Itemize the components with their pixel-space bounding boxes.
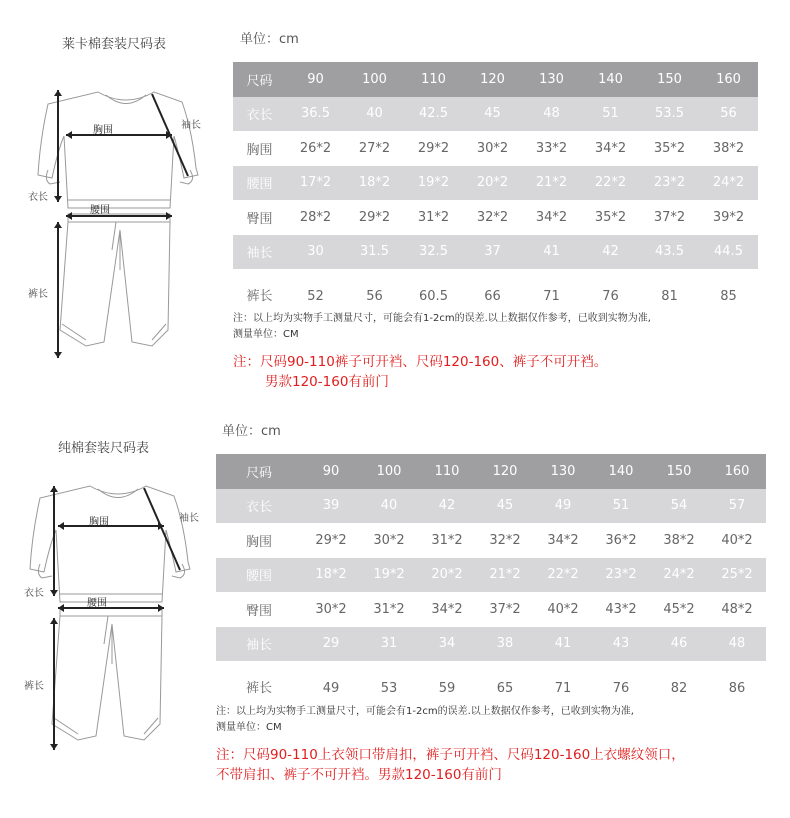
- table-cell: 21*2: [522, 166, 581, 201]
- table-cell: 51: [592, 489, 650, 524]
- row-label: 衣长: [233, 97, 286, 132]
- table-row: [216, 558, 766, 593]
- table-cell: 28*2: [286, 200, 345, 235]
- table-cell: 45: [476, 489, 534, 524]
- garment-illustration: [20, 80, 235, 370]
- table-cell: 46: [650, 627, 708, 662]
- row-label: 腰围: [216, 558, 302, 593]
- table-cell: 31*2: [418, 523, 476, 558]
- table-row: [233, 97, 758, 132]
- table-cell: 20*2: [463, 166, 522, 201]
- table-cell: 37*2: [476, 592, 534, 627]
- table-row: [233, 269, 758, 306]
- table-header-row: [233, 62, 758, 97]
- warning-line: 男款120-160有前门: [265, 374, 389, 390]
- table-cell: 35*2: [640, 131, 699, 166]
- table-cell: 33*2: [522, 131, 581, 166]
- table-row: [216, 592, 766, 627]
- table-cell: 66: [463, 269, 522, 306]
- header-cell: 100: [345, 62, 404, 97]
- size-table: [216, 454, 766, 698]
- table-cell: 57: [708, 489, 766, 524]
- table-cell: 19*2: [404, 166, 463, 201]
- row-label: 胸围: [233, 131, 286, 166]
- table-cell: 49: [534, 489, 592, 524]
- table-cell: 23*2: [592, 558, 650, 593]
- table-cell: 24*2: [650, 558, 708, 593]
- table-cell: 34: [418, 627, 476, 662]
- table-cell: 76: [592, 661, 650, 698]
- table-cell: 34*2: [534, 523, 592, 558]
- table-cell: 48*2: [708, 592, 766, 627]
- table-cell: 23*2: [640, 166, 699, 201]
- table-cell: 29*2: [404, 131, 463, 166]
- table-cell: 24*2: [699, 166, 758, 201]
- table-cell: 41: [522, 235, 581, 270]
- table-cell: 48: [708, 627, 766, 662]
- header-cell: 110: [404, 62, 463, 97]
- table-cell: 71: [522, 269, 581, 306]
- table-cell: 40: [345, 97, 404, 132]
- size-table: [233, 62, 758, 306]
- row-label: 胸围: [216, 523, 302, 558]
- header-cell: 130: [522, 62, 581, 97]
- table-cell: 22*2: [581, 166, 640, 201]
- pants-length-label: 裤长: [24, 681, 44, 692]
- table-cell: 43: [592, 627, 650, 662]
- table-cell: 36*2: [592, 523, 650, 558]
- table-cell: 53: [360, 661, 418, 698]
- table-cell: 20*2: [418, 558, 476, 593]
- table-cell: 65: [476, 661, 534, 698]
- table-cell: 31*2: [404, 200, 463, 235]
- table-cell: 31: [360, 627, 418, 662]
- table-cell: 45*2: [650, 592, 708, 627]
- table-header-row: [216, 454, 766, 489]
- row-label: 腰围: [233, 166, 286, 201]
- row-label: 裤长: [233, 269, 286, 306]
- table-cell: 81: [640, 269, 699, 306]
- waist-label: 腰围: [87, 598, 107, 609]
- table-row: [233, 166, 758, 201]
- header-cell: 160: [708, 454, 766, 489]
- warning-line: 注：尺码90-110上衣领口带肩扣，裤子可开裆、尺码120-160上衣螺纹领口，: [216, 747, 685, 763]
- table-row: [216, 661, 766, 698]
- table-cell: 40*2: [534, 592, 592, 627]
- table-cell: 52: [286, 269, 345, 306]
- table-cell: 48: [522, 97, 581, 132]
- pants-length-label: 裤长: [28, 289, 48, 300]
- table-cell: 19*2: [360, 558, 418, 593]
- table-cell: 32.5: [404, 235, 463, 270]
- table-row: [216, 523, 766, 558]
- table-cell: 43*2: [592, 592, 650, 627]
- table-cell: 53.5: [640, 97, 699, 132]
- header-cell: 尺码: [233, 62, 286, 97]
- table-cell: 35*2: [581, 200, 640, 235]
- row-label: 臀围: [233, 200, 286, 235]
- table-cell: 56: [699, 97, 758, 132]
- table-cell: 17*2: [286, 166, 345, 201]
- table-cell: 29*2: [345, 200, 404, 235]
- table-cell: 39*2: [699, 200, 758, 235]
- table-cell: 30: [286, 235, 345, 270]
- table-cell: 32*2: [476, 523, 534, 558]
- table-cell: 21*2: [476, 558, 534, 593]
- table-cell: 86: [708, 661, 766, 698]
- table-row: [233, 235, 758, 270]
- table-cell: 27*2: [345, 131, 404, 166]
- measurement-note: [216, 704, 781, 736]
- header-cell: 130: [534, 454, 592, 489]
- table-cell: 36.5: [286, 97, 345, 132]
- header-cell: 90: [286, 62, 345, 97]
- note-line: 注：以上均为实物手工测量尺寸，可能会有1-2cm的误差.以上数据仅作参考，已收到实物为准,: [216, 706, 634, 717]
- table-cell: 30*2: [360, 523, 418, 558]
- table-cell: 22*2: [534, 558, 592, 593]
- header-cell: 150: [650, 454, 708, 489]
- header-cell: 120: [463, 62, 522, 97]
- section-title: 纯棉套装尺码表: [58, 441, 150, 456]
- table-cell: 71: [534, 661, 592, 698]
- pajama-outline-icon: [20, 80, 235, 370]
- row-label: 袖长: [233, 235, 286, 270]
- row-label: 臀围: [216, 592, 302, 627]
- row-label: 袖长: [216, 627, 302, 662]
- table-cell: 60.5: [404, 269, 463, 306]
- table-cell: 51: [581, 97, 640, 132]
- table-cell: 25*2: [708, 558, 766, 593]
- table-cell: 37*2: [640, 200, 699, 235]
- warning-line: 注：尺码90-110裤子可开裆、尺码120-160、裤子不可开裆。: [233, 354, 608, 370]
- header-cell: 100: [360, 454, 418, 489]
- table-cell: 32*2: [463, 200, 522, 235]
- table-cell: 76: [581, 269, 640, 306]
- header-cell: 150: [640, 62, 699, 97]
- table-cell: 38*2: [650, 523, 708, 558]
- sleeve-label: 袖长: [181, 120, 201, 131]
- header-cell: 140: [581, 62, 640, 97]
- length-label: 衣长: [24, 588, 44, 599]
- table-cell: 31.5: [345, 235, 404, 270]
- table-cell: 56: [345, 269, 404, 306]
- table-cell: 18*2: [345, 166, 404, 201]
- table-cell: 49: [302, 661, 360, 698]
- table-cell: 40*2: [708, 523, 766, 558]
- length-label: 衣长: [28, 192, 48, 203]
- table-cell: 44.5: [699, 235, 758, 270]
- table-cell: 29: [302, 627, 360, 662]
- table-cell: 31*2: [360, 592, 418, 627]
- table-cell: 42.5: [404, 97, 463, 132]
- chest-label: 胸围: [89, 517, 109, 528]
- table-row: [233, 131, 758, 166]
- unit-label: 单位：cm: [240, 32, 299, 47]
- header-cell: 110: [418, 454, 476, 489]
- table-cell: 54: [650, 489, 708, 524]
- table-cell: 26*2: [286, 131, 345, 166]
- table-cell: 38*2: [699, 131, 758, 166]
- note-line: 注：以上均为实物手工测量尺寸，可能会有1-2cm的误差.以上数据仅作参考，已收到实物为准,: [233, 313, 651, 324]
- table-cell: 38: [476, 627, 534, 662]
- table-cell: 40: [360, 489, 418, 524]
- header-cell: 160: [699, 62, 758, 97]
- chest-label: 胸围: [93, 125, 113, 136]
- table-cell: 42: [581, 235, 640, 270]
- header-cell: 140: [592, 454, 650, 489]
- sleeve-label: 袖长: [179, 513, 199, 524]
- table-cell: 45: [463, 97, 522, 132]
- row-label: 裤长: [216, 661, 302, 698]
- table-cell: 30*2: [463, 131, 522, 166]
- table-cell: 37: [463, 235, 522, 270]
- table-cell: 34*2: [418, 592, 476, 627]
- table-cell: 18*2: [302, 558, 360, 593]
- table-cell: 29*2: [302, 523, 360, 558]
- row-label: 衣长: [216, 489, 302, 524]
- table-cell: 59: [418, 661, 476, 698]
- header-cell: 90: [302, 454, 360, 489]
- table-row: [216, 489, 766, 524]
- table-cell: 82: [650, 661, 708, 698]
- table-cell: 85: [699, 269, 758, 306]
- table-row: [216, 627, 766, 662]
- table-row: [233, 200, 758, 235]
- table-cell: 30*2: [302, 592, 360, 627]
- header-cell: 尺码: [216, 454, 302, 489]
- table-cell: 41: [534, 627, 592, 662]
- unit-label: 单位：cm: [222, 424, 281, 439]
- table-cell: 42: [418, 489, 476, 524]
- header-cell: 120: [476, 454, 534, 489]
- waist-label: 腰围: [90, 205, 110, 216]
- note-line: 测量单位：CM: [233, 329, 299, 340]
- section-title: 莱卡棉套装尺码表: [62, 37, 167, 52]
- measurement-note: [233, 311, 785, 343]
- table-cell: 34*2: [581, 131, 640, 166]
- table-cell: 34*2: [522, 200, 581, 235]
- note-line: 测量单位：CM: [216, 722, 282, 733]
- warning-line: 不带肩扣、裤子不可开裆。男款120-160有前门: [216, 767, 502, 783]
- table-cell: 39: [302, 489, 360, 524]
- table-cell: 43.5: [640, 235, 699, 270]
